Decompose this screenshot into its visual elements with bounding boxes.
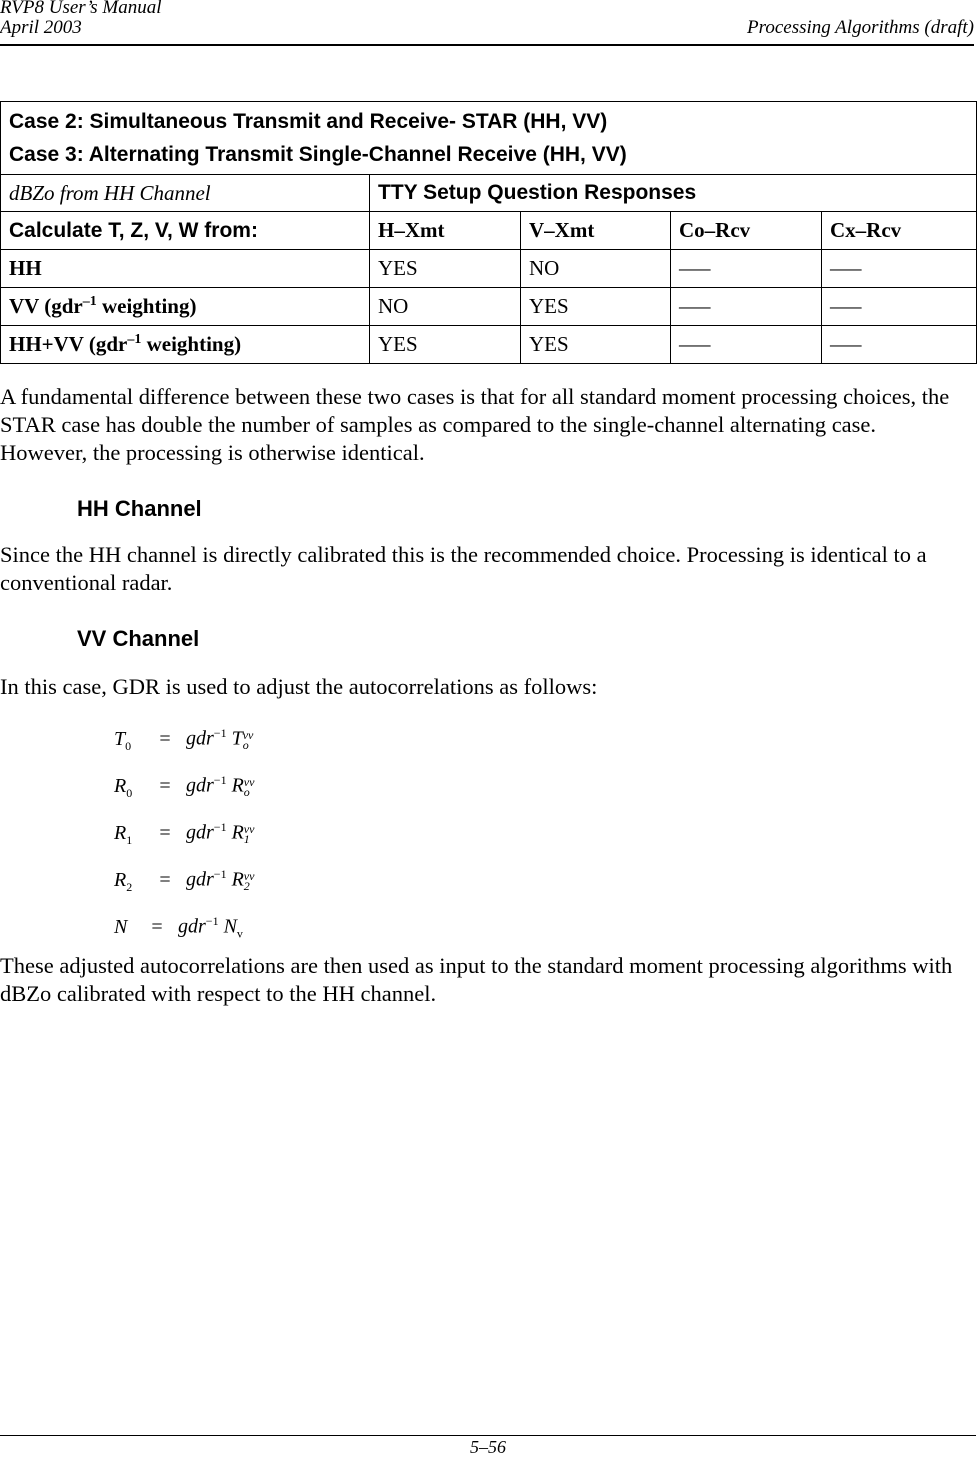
row-label: HH [1, 250, 370, 288]
table-cell: ––– [822, 326, 977, 364]
chapter-title: Processing Algorithms (draft) [747, 17, 974, 38]
row-label: VV (gdr$^{-1}$ weighting) [1, 288, 370, 326]
table-cell: ––– [822, 250, 977, 288]
page-header [0, 0, 974, 46]
table-cell: ––– [671, 288, 822, 326]
footer-rule [0, 1435, 976, 1436]
column-header: V–Xmt [521, 212, 671, 250]
table-cell: YES [370, 250, 521, 288]
table-cell: YES [521, 326, 671, 364]
tty-header: TTY Setup Question Responses [370, 175, 977, 212]
table-row [1, 288, 977, 326]
table-title-line2: Case 3: Alternating Transmit Single-Channel Receive (HH, VV) [9, 143, 627, 166]
equation-r1: $R_1 = gdr^{-1}$ Rvv 1 [114, 820, 255, 847]
equation-r2: $R_2 = gdr^{-1}$ Rvv 2 [114, 867, 255, 894]
table-cell: NO [370, 288, 521, 326]
intro-paragraph: A fundamental difference between these two cases is that for all standard moment processing choices, the STAR case has double the number of samples as compared to the single-channel alternating case. However, the processing is otherwise identical. [0, 384, 950, 465]
page-number: 5–56 [470, 1437, 506, 1457]
table-cell: ––– [671, 326, 822, 364]
tty-setup-table [0, 101, 977, 364]
vv-channel-text: In this case, GDR is used to adjust the autocorrelations as follows: [0, 674, 598, 699]
header-left [0, 0, 162, 38]
hh-channel-text: Since the HH channel is directly calibrated this is the recommended choice. Processing is identical to a conventional radar. [0, 542, 927, 595]
equation-r0: $R_0 = gdr^{-1}$ Rvv o [114, 773, 255, 800]
column-header: H–Xmt [370, 212, 521, 250]
table-cell: ––– [671, 250, 822, 288]
table-cell: NO [521, 250, 671, 288]
table-title-line1: Case 2: Simultaneous Transmit and Receive- STAR (HH, VV) [9, 110, 608, 133]
closing-paragraph: These adjusted autocorrelations are then used as input to the standard moment processing algorithms with dBZo calibrated with respect to the HH channel. [0, 953, 953, 1006]
table-title [1, 102, 977, 175]
equation-t0: $T_0 = gdr^{-1}$ Tvv o [114, 726, 254, 753]
dbzo-label: dBZo from HH Channel [1, 175, 370, 212]
header-date: April 2003 [0, 17, 82, 38]
table-cell: ––– [822, 288, 977, 326]
table-cell: YES [370, 326, 521, 364]
table-row [1, 326, 977, 364]
column-header: Cx–Rcv [822, 212, 977, 250]
table-cell: YES [521, 288, 671, 326]
calc-label: Calculate T, Z, V, W from: [1, 212, 370, 250]
vv-channel-heading: VV Channel [77, 626, 200, 651]
hh-channel-heading: HH Channel [77, 496, 202, 521]
table-row [1, 250, 977, 288]
manual-title: RVP8 User’s Manual [0, 0, 162, 18]
row-label: HH+VV (gdr$^{-1}$ weighting) [1, 326, 370, 364]
equation-n: N = gdr$^{-1}$ $N_v$ [114, 914, 243, 941]
column-header: Co–Rcv [671, 212, 822, 250]
